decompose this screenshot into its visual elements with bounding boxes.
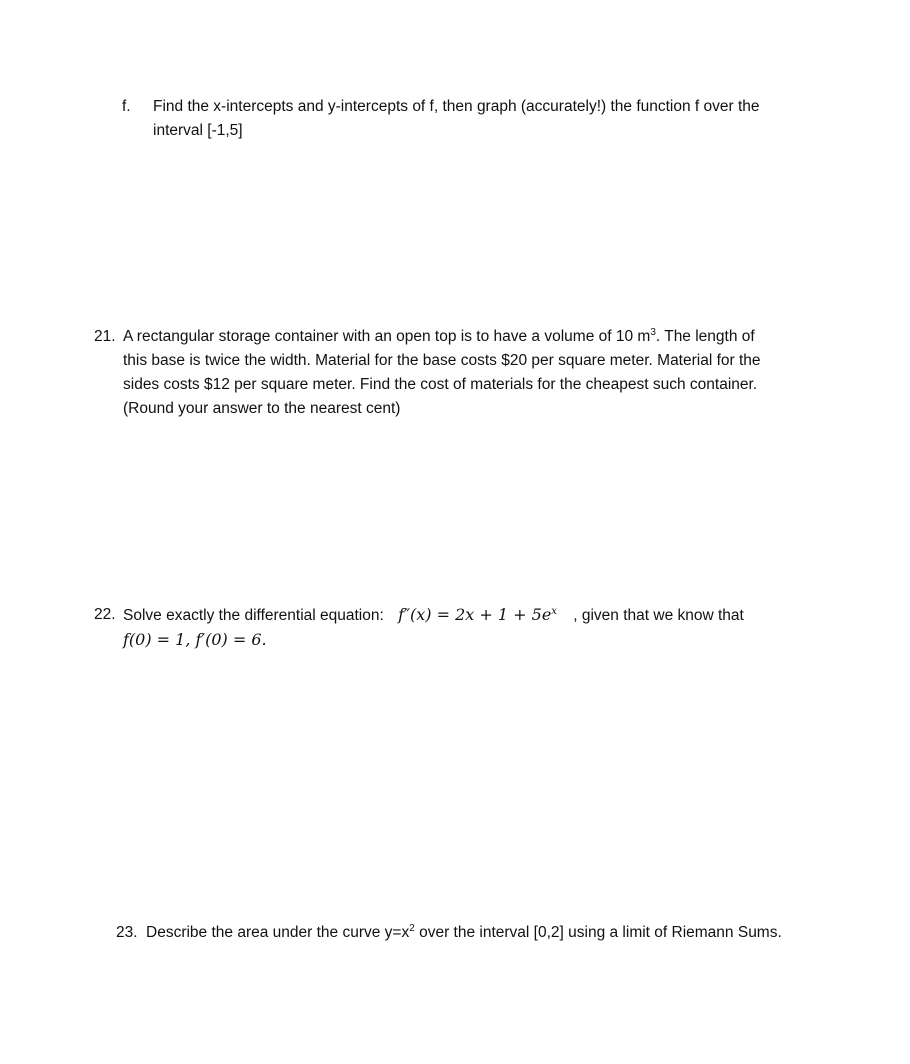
question-21-line-1 [123, 325, 761, 349]
question-23-text: Describe the area under the curve y=x [146, 924, 410, 941]
equation-lhs: f″(x) = 2x + 1 + 5e [398, 605, 552, 624]
question-f-label: f. [122, 98, 131, 115]
question-22-line-1 [123, 603, 744, 628]
squared-superscript: 2 [409, 923, 415, 934]
question-21-line-1-text: A rectangular storage container with an open top is to have a volume of 10 m [123, 328, 651, 345]
question-21-label: 21. [94, 328, 116, 345]
question-21-line-1-tail: . The length of [655, 328, 755, 345]
question-21-line-4: (Round your answer to the nearest cent) [123, 400, 401, 417]
initial-conditions [123, 628, 744, 652]
differential-equation [398, 605, 557, 624]
initial-conditions-text: f(0) = 1, f′(0) = 6. [123, 630, 267, 649]
question-22-label: 22. [94, 606, 116, 623]
question-22-tail: , given that we know that [573, 607, 744, 624]
question-f-line-1: Find the x-intercepts and y-intercepts of f, then graph (accurately!) the function f over the [153, 98, 760, 115]
question-21-line-2: this base is twice the width. Material for the base costs $20 per square meter. Material for the [123, 352, 761, 369]
question-23-text-tail: over the interval [0,2] using a limit of Riemann Sums. [414, 924, 782, 941]
equation-exponent-text: x [551, 606, 557, 617]
equation-exponent [551, 606, 557, 617]
question-23-line-1 [146, 921, 782, 945]
question-22-intro: Solve exactly the differential equation: [123, 607, 384, 624]
cubed-superscript: 3 [650, 327, 656, 338]
question-f-line-2: interval [-1,5] [153, 122, 243, 139]
question-21-line-3: sides costs $12 per square meter. Find the cost of materials for the cheapest such container. [123, 376, 758, 393]
question-23-label: 23. [116, 924, 138, 941]
